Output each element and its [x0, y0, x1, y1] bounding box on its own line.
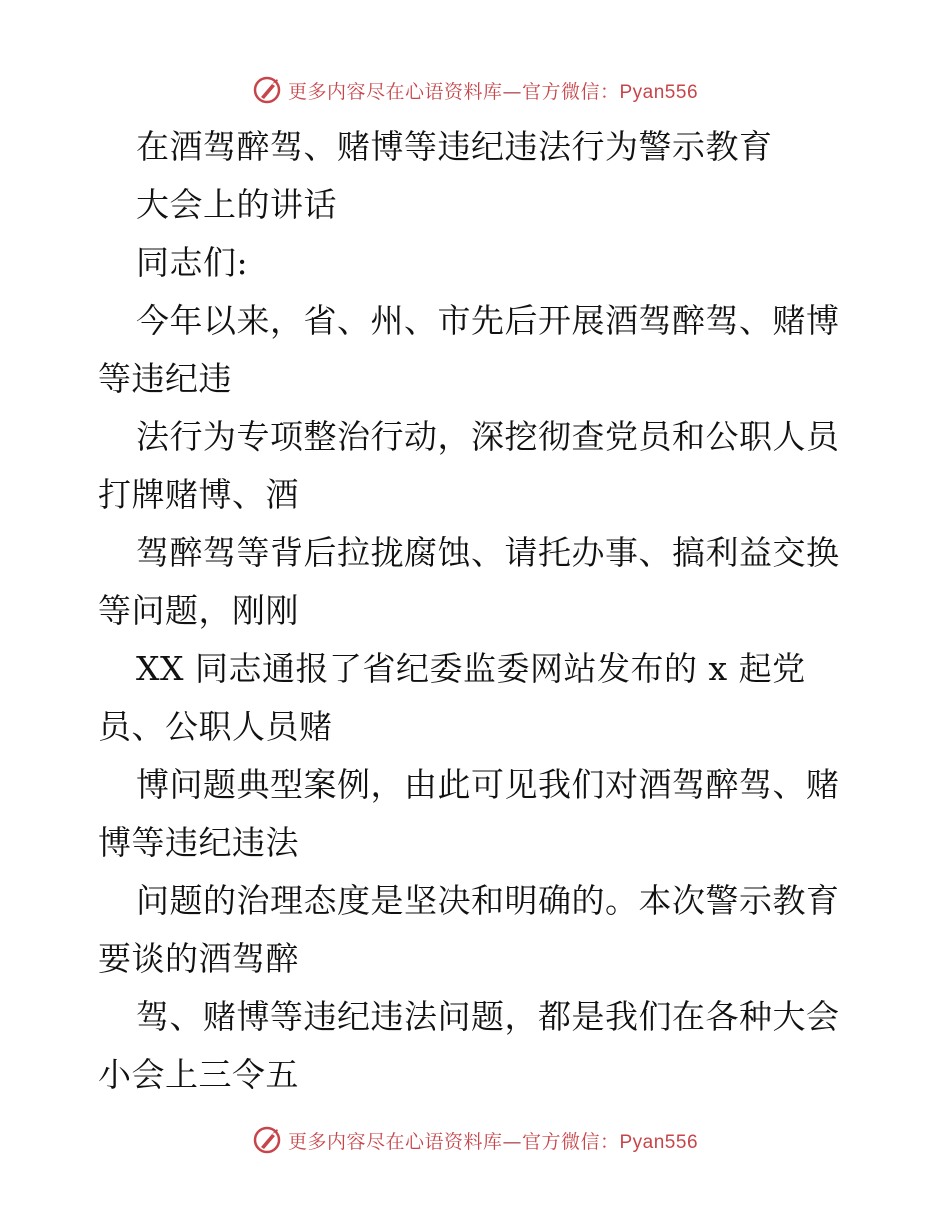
- banner-title: 更多内容尽在心语资料库: [287, 80, 503, 103]
- banner-title: 更多内容尽在心语资料库: [287, 1130, 503, 1153]
- doc-line: 驾、赌博等违纪违法问题，都是我们在各种大会: [136, 997, 840, 1036]
- quill-pen-circle-icon: [252, 1125, 282, 1155]
- banner-wechat-label: 官方微信：: [521, 80, 620, 103]
- banner-wechat-label: 官方微信：: [521, 1130, 620, 1153]
- doc-line: 同志们:: [136, 243, 249, 282]
- banner-wechat-id: Pyan556: [619, 81, 699, 103]
- doc-line: 问题的治理态度是坚决和明确的。本次警示教育: [136, 881, 840, 920]
- banner-separator: —: [502, 1130, 522, 1153]
- doc-line: 大会上的讲话: [136, 185, 337, 224]
- doc-line: 博问题典型案例，由此可见我们对酒驾醉驾、赌: [136, 765, 840, 804]
- header-banner: [0, 72, 950, 108]
- doc-line: 今年以来，省、州、市先后开展酒驾醉驾、赌博: [136, 301, 840, 340]
- doc-line: 法行为专项整治行动，深挖彻查党员和公职人员: [136, 417, 840, 456]
- doc-line: 要谈的酒驾醉: [98, 939, 299, 978]
- footer-banner: [0, 1122, 950, 1158]
- doc-line: 等问题，刚刚: [98, 591, 299, 630]
- banner-wechat-id: Pyan556: [619, 1131, 699, 1153]
- doc-line: 打牌赌博、酒: [98, 475, 299, 514]
- doc-line: XX 同志通报了省纪委监委网站发布的 x 起党: [136, 649, 806, 688]
- doc-line: 员、公职人员赌: [98, 707, 333, 746]
- banner-text: [288, 77, 698, 104]
- doc-line: 等违纪违: [98, 359, 232, 398]
- banner-separator: —: [502, 80, 522, 103]
- banner-text: [288, 1127, 698, 1154]
- quill-pen-circle-icon: [252, 75, 282, 105]
- doc-line: 在酒驾醉驾、赌博等违纪违法行为警示教育: [136, 127, 773, 166]
- doc-line: 博等违纪违法: [98, 823, 299, 862]
- doc-line: 小会上三令五: [98, 1055, 299, 1094]
- doc-line: 驾醉驾等背后拉拢腐蚀、请托办事、搞利益交换: [136, 533, 840, 572]
